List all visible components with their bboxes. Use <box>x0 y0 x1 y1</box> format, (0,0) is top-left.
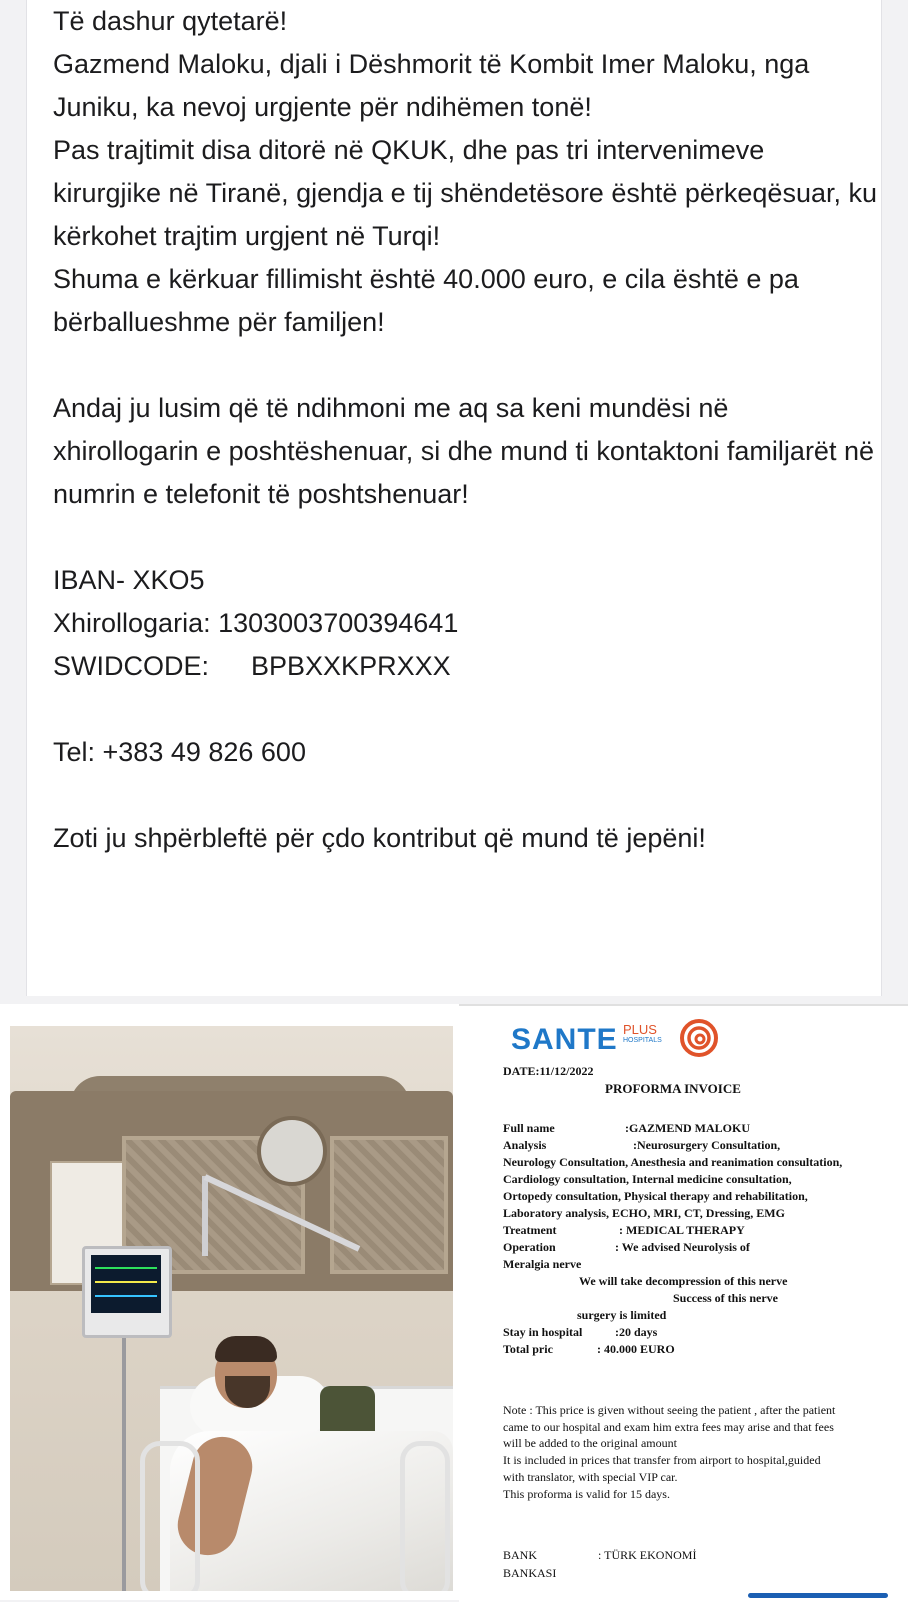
iban-text: IBAN- XKO5 <box>53 565 205 595</box>
patient-photo[interactable] <box>10 1026 453 1591</box>
invoice-body: Full name :GAZMEND MALOKU Analysis :Neurosurgery Consultation, Neurology Consultation, Anesthesia and reanimation consultation, Cardiology consultation, Internal medicine consultation, Ortopedy consultation, Physical therapy and rehabilitation, Laboratory analysis, ECHO, MRI, CT, Dressing, EMG Treatment : MEDICAL THERAPY Operation : We advised Neurolysis of Meralgia nerve We will take decompression of this nerve Success of this nerve surgery is limited Stay in hospital :20 days Total pric : 40.000 EURO <box>503 1121 843 1356</box>
post-card <box>26 0 882 996</box>
post-text <box>53 0 879 860</box>
vital-signs-monitor <box>82 1246 172 1338</box>
swift-label: SWIDCODE: <box>53 651 210 681</box>
headboard-mirror <box>257 1116 327 1186</box>
proforma-invoice-image[interactable]: SANTE PLUS HOSPITALS DATE:11/12/2022 PROFORMA INVOICE Full name :GAZMEND MALOKU Analysis :Neurosurgery Consultation, Neurology Consultation, Anesthesia and reanimation consultation, Cardiology consultation, Internal medicine consultation, Ortopedy consultation, Physical therapy and rehabilitation, Laboratory analysis, ECHO, MRI, CT, Dressing, EMG Treatment : MEDICAL THERAPY Operation : We advised Neurolysis of Meralgia nerve We will take decompression of this nerve Success of this nerve surgery is limited Stay in hospital :20 days Total pric : 40.000 EURO Note : This price is given without seeing the patient , after the patient came to our hospital and exam him extra fees may arise and that fees will be added to the original amount It is included in prices that transfer from airport to hospital,guided with translator, with special VIP car. This proforma is valid for 15 days. BANK BANKASI : TÜRK EKONOMİ <box>459 1004 908 1602</box>
invoice-notes: Note : This price is given without seeing the patient , after the patient came to our hospital and exam him extra fees may arise and that fees will be added to the original amount It is included in prices that transfer from airport to hospital,guided with translator, with special VIP car. This proforma is valid for 15 days. <box>503 1403 836 1501</box>
bank-info: BANK BANKASI : TÜRK EKONOMİ <box>503 1548 697 1580</box>
invoice-date: DATE:11/12/2022 <box>503 1064 594 1078</box>
patient-name: :GAZMEND MALOKU <box>625 1121 750 1135</box>
analysis-list: Neurology Consultation, Anesthesia and reanimation consultation, Cardiology consultation, Internal medicine consultation, Ortopedy consultation, Physical therapy and rehabilitation, Laboratory analysis, ECHO, MRI, CT, Dressing, EMG <box>503 1155 843 1220</box>
swift-line <box>53 645 879 688</box>
account-text: Xhirollogaria: 1303003700394641 <box>53 608 459 638</box>
closing-text: Zoti ju shpërbleftë për çdo kontribut që mund të jepëni! <box>53 823 706 853</box>
home-indicator[interactable] <box>748 1593 888 1598</box>
intro-text: Gazmend Maloku, djali i Dëshmorit të Kombit Imer Maloku, nga Juniku, ka nevoj urgjente për ndihëmen tonë! <box>53 49 810 122</box>
amount-text: Shuma e kërkuar fillimisht është 40.000 euro, e cila është e pa bërballueshme për familjen! <box>53 264 799 337</box>
treatment-text: Pas trajtimit disa ditorë në QKUK, dhe pas tri intervenimeve kirurgjike në Tiranë, gjendja e tij shëndetësore është përkeqësuar, ku kërkohet trajtim urgjent në Turqi! <box>53 135 878 251</box>
phone-link[interactable]: Tel: +383 49 826 600 <box>53 737 306 767</box>
total-price: : 40.000 EURO <box>597 1342 675 1356</box>
appeal-text: Andaj ju lusim që të ndihmoni me aq sa keni mundësi në xhirollogarin e poshtëshenuar, si dhe mund ti kontaktoni familjarët në numrin e telefonit të poshtshenuar! <box>53 393 874 509</box>
logo-swirl-icon <box>679 1018 719 1058</box>
bed-rail <box>140 1441 200 1591</box>
iv-pole <box>122 1332 126 1591</box>
swift-value: BPBXXKPRXXX <box>251 651 451 681</box>
greeting: Të dashur qytetarë! <box>53 6 288 36</box>
invoice-title: PROFORMA INVOICE <box>605 1081 741 1096</box>
